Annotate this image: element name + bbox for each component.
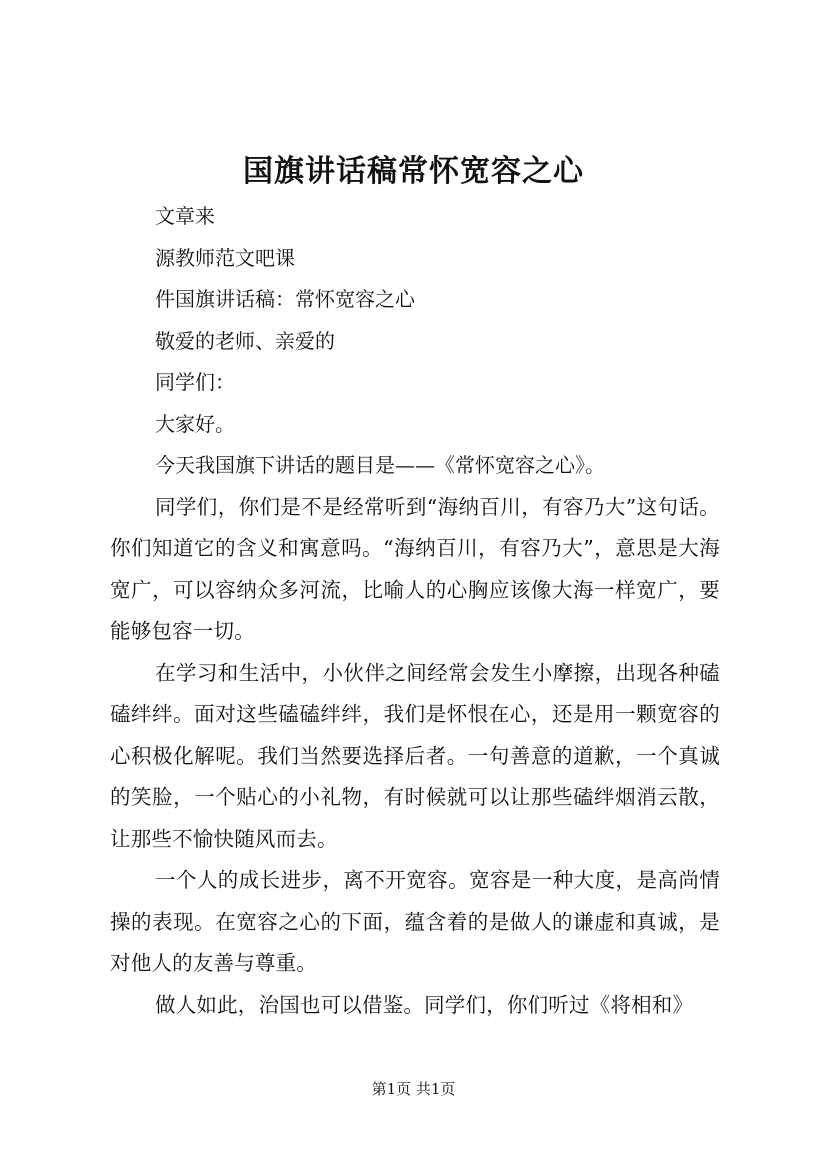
text-line: 源教师范文吧课 (155, 245, 295, 270)
text-line: 件国旗讲话稿：常怀宽容之心 (155, 287, 415, 311)
paragraph: 同学们，你们是不是经常听到“海纳百川，有容乃大”这句话。你们知道它的含义和寓意吗。“海纳百川，有容乃大”，意思是大海宽广，可以容纳众多河流，比喻人的心胸应该像大海一样宽广，要能够包容一切。 (110, 494, 720, 643)
paragraph: 一个人的成长进步，离不开宽容。宽容是一种大度，是高尚情操的表现。在宽容之心的下面，蕴含着的是做人的谦虚和真诚，是对他人的友善与尊重。 (110, 868, 720, 975)
document-body (110, 196, 720, 1026)
text-line: 文章来 (155, 204, 215, 228)
text-line: 同学们： (155, 370, 235, 394)
text-line: 大家好。 (155, 411, 235, 436)
paragraph: 在学习和生活中，小伙伴之间经常会发生小摩擦，出现各种磕磕绊绊。面对这些磕磕绊绊，我们是怀恨在心，还是用一颗宽容的心积极化解呢。我们当然要选择后者。一句善意的道歉，一个真诚的笑脸，一个贴心的小礼物，有时候就可以让那些磕绊烟消云散，让那些不愉快随风而去。 (110, 660, 720, 851)
document-title: 国旗讲话稿常怀宽容之心 (243, 154, 584, 189)
page-footer: 第1页 共1页 (371, 1080, 456, 1098)
text-line: 今天我国旗下讲话的题目是——《常怀宽容之心》。 (155, 453, 605, 477)
text-line: 敬爱的老师、亲爱的 (155, 328, 335, 353)
paragraph: 做人如此，治国也可以借鉴。同学们，你们听过《将相和》 (155, 992, 694, 1017)
